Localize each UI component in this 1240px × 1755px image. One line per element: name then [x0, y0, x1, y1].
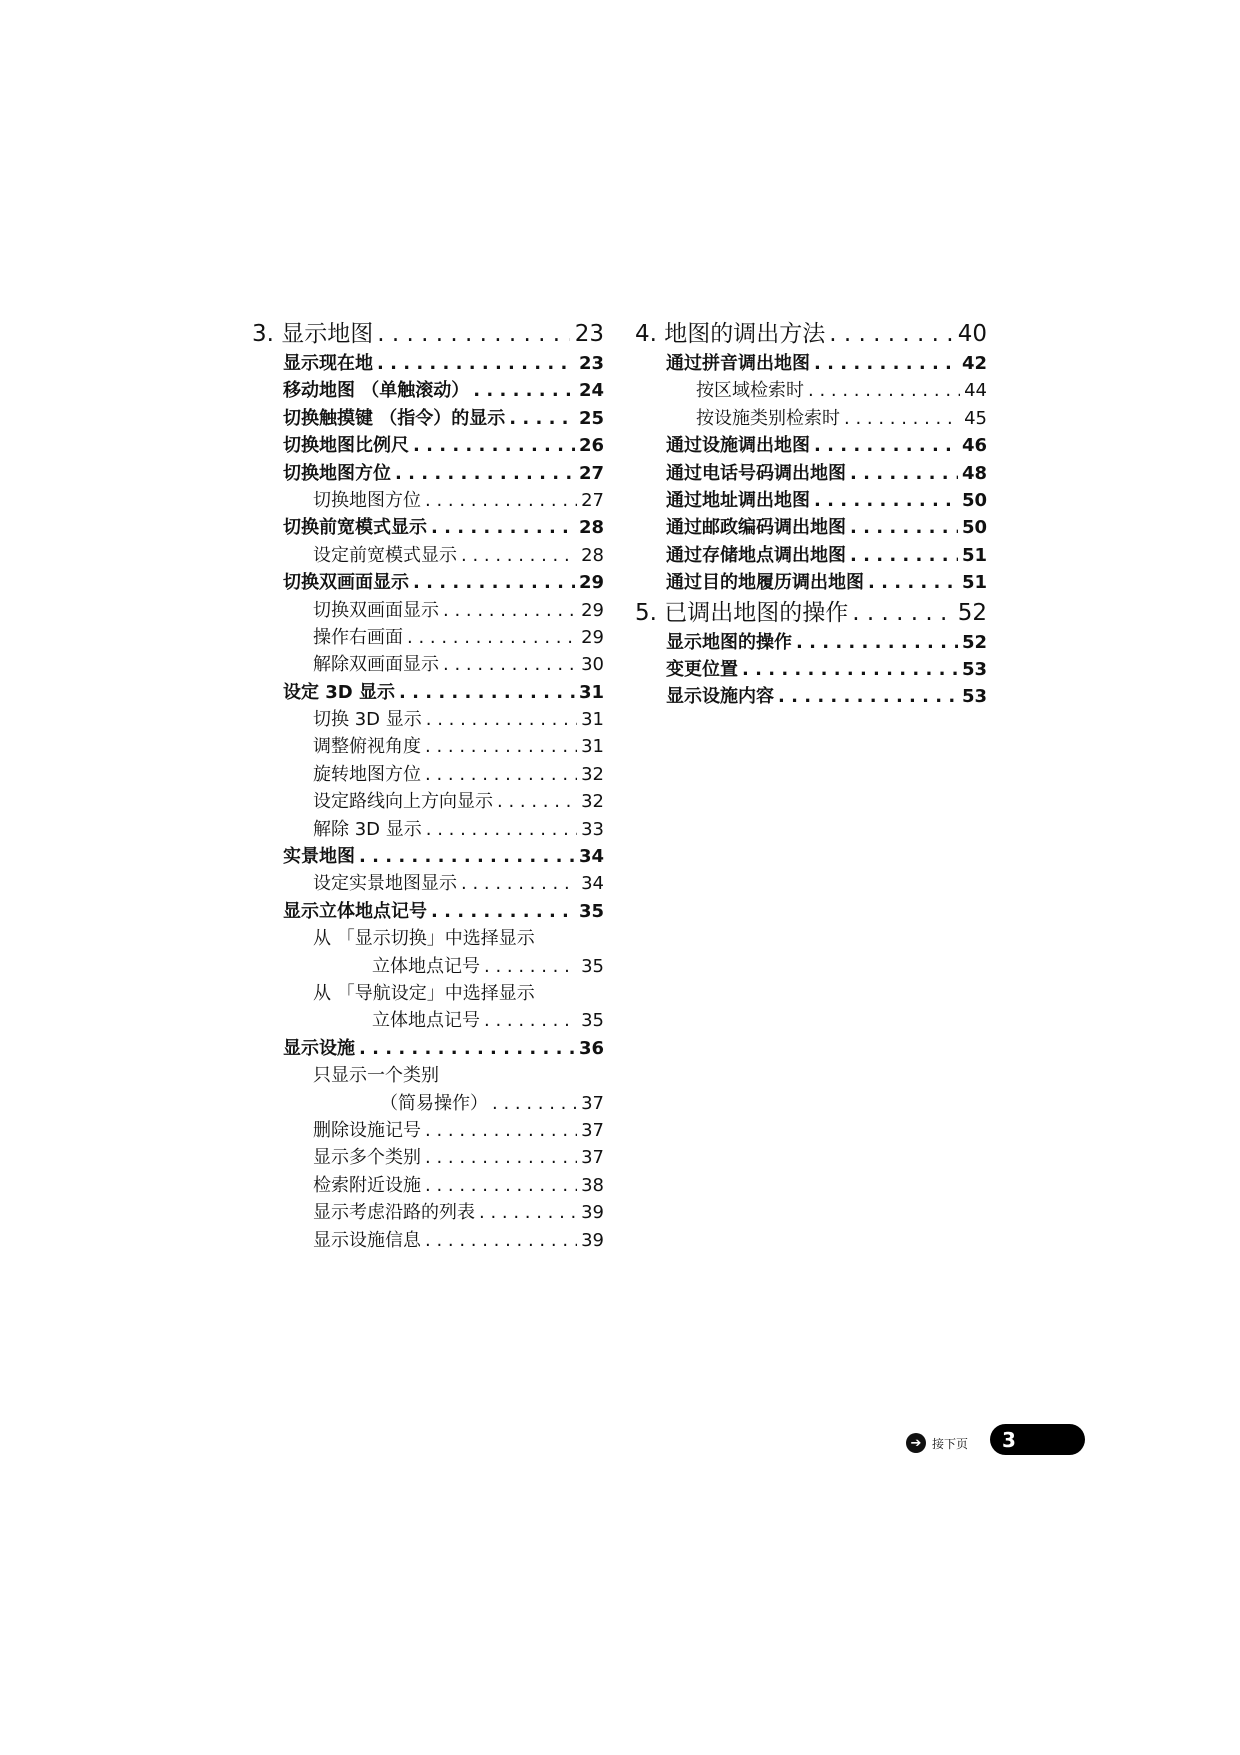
toc-entry[interactable]: [252, 624, 604, 651]
dot-leader: [359, 1035, 575, 1062]
toc-entry[interactable]: [252, 350, 604, 377]
entry-title: 显示现在地: [283, 353, 373, 374]
dot-leader: [425, 733, 577, 760]
toc-entry[interactable]: [252, 597, 604, 624]
toc-entry[interactable]: [252, 1007, 604, 1034]
dot-leader: [808, 377, 960, 404]
dot-leader: [461, 542, 577, 569]
page-ref: 23: [578, 353, 604, 374]
page-ref: 34: [581, 873, 604, 895]
dot-leader: [844, 405, 960, 432]
dot-leader: [868, 569, 958, 596]
toc-entry[interactable]: [635, 377, 987, 404]
dot-leader: [431, 898, 575, 925]
toc-entries: [252, 350, 604, 925]
toc-left-column: [252, 318, 604, 1254]
toc-entry[interactable]: [252, 1227, 604, 1254]
entry-title: 通过设施调出地图: [666, 435, 810, 457]
dot-leader: [426, 706, 577, 733]
dot-leader: [850, 514, 958, 541]
page-ref: 44: [964, 380, 987, 402]
dot-leader: [796, 629, 958, 656]
page-ref: 45: [964, 407, 987, 429]
chapter-title: 3. 显示地图: [252, 321, 374, 347]
page-ref: 39: [581, 1229, 604, 1251]
page-ref: 39: [581, 1202, 604, 1224]
entry-title: 通过目的地履历调出地图: [666, 572, 864, 594]
dot-leader: [395, 460, 575, 487]
dot-leader: [407, 624, 577, 651]
entry-title: 显示考虑沿路的列表: [313, 1202, 475, 1224]
entry-title: 按设施类别检索时: [696, 407, 840, 429]
dot-leader: [425, 487, 577, 514]
entry-title: 切换双画面显示: [313, 599, 439, 621]
entry-title: 切换触摸键 （指令）的显示: [283, 407, 506, 429]
entry-title: 立体地点记号: [372, 955, 480, 977]
entry-title: 旋转地图方位: [313, 763, 421, 785]
dot-leader: [425, 1117, 577, 1144]
page-ref: 27: [581, 489, 604, 511]
page-ref: 53: [961, 686, 987, 708]
entry-title: 通过地址调出地图: [666, 489, 810, 511]
dot-leader: [742, 656, 958, 683]
entry-title: 设定 3D 显示: [283, 681, 395, 703]
page-ref: 38: [581, 1174, 604, 1196]
arrow-right-circle-icon: ➔: [906, 1433, 926, 1453]
dot-leader: [778, 683, 958, 710]
dot-leader: [425, 1227, 577, 1254]
page-ref: 53: [961, 658, 987, 680]
dot-leader: [425, 1172, 577, 1199]
dot-leader: [431, 514, 575, 541]
page-ref: 30: [581, 654, 604, 676]
toc-entry[interactable]: [252, 542, 604, 569]
toc-entry[interactable]: [252, 460, 604, 487]
chapter-title: 4. 地图的调出方法: [635, 321, 826, 347]
page-ref: 52: [961, 631, 987, 653]
entry-title: 立体地点记号: [372, 1010, 480, 1032]
next-page-link[interactable]: [906, 1433, 968, 1453]
dot-leader: [461, 870, 577, 897]
toc-entry[interactable]: [635, 569, 987, 596]
dot-leader: [850, 460, 958, 487]
entry-title: 显示设施: [283, 1037, 355, 1059]
page-number: 3: [1002, 1427, 1016, 1452]
entry-title: 切换双画面显示: [283, 572, 409, 594]
toc-entry[interactable]: [252, 405, 604, 432]
entry-line: 只显示一个类别: [313, 1065, 439, 1087]
page-ref: 37: [581, 1092, 604, 1114]
page-ref: 29: [581, 626, 604, 648]
dot-leader: [443, 651, 577, 678]
entry-line: 从 「显示切换」中选择显示: [313, 928, 535, 950]
page-ref: 34: [578, 846, 604, 868]
page-ref: 31: [581, 736, 604, 758]
entry-title: 通过邮政编码调出地图: [666, 517, 846, 539]
toc-entry[interactable]: [252, 1035, 604, 1062]
toc-entry[interactable]: [252, 788, 604, 815]
entry-title: 切换地图方位: [313, 489, 421, 511]
toc-entry[interactable]: [252, 1117, 604, 1144]
toc-entries: [635, 629, 987, 711]
entry-title: 变更位置: [666, 658, 738, 680]
toc-entry[interactable]: [635, 460, 987, 487]
dot-leader: [425, 1144, 577, 1171]
entry-title: 通过拼音调出地图: [666, 353, 810, 374]
entry-title: 设定前宽模式显示: [313, 544, 457, 566]
page-ref: 48: [961, 462, 987, 484]
entry-title: 切换地图方位: [283, 462, 391, 484]
entry-title: 显示多个类别: [313, 1147, 421, 1169]
page-ref: 32: [581, 791, 604, 813]
dot-leader: [443, 597, 577, 624]
entry-title: 移动地图 （单触滚动）: [283, 380, 470, 402]
page-ref: 28: [578, 517, 604, 539]
page-ref: 35: [581, 955, 604, 977]
dot-leader: [399, 679, 575, 706]
page-ref: 29: [578, 572, 604, 594]
toc-entry[interactable]: [635, 432, 987, 459]
dot-leader: [814, 432, 958, 459]
toc-entries: [635, 350, 987, 597]
dot-leader: [377, 350, 575, 377]
entry-title: 调整俯视角度: [313, 736, 421, 758]
entry-title: 设定路线向上方向显示: [313, 791, 493, 813]
entry-title: （简易操作）: [380, 1092, 488, 1114]
chapter-title: 5. 已调出地图的操作: [635, 599, 849, 626]
page-ref: 50: [961, 489, 987, 511]
toc-entries: [252, 1117, 604, 1254]
page-ref: 50: [961, 517, 987, 539]
entry-title: 通过存储地点调出地图: [666, 544, 846, 566]
page-ref: 25: [578, 407, 604, 429]
dot-leader: [492, 1090, 577, 1117]
toc-entry[interactable]: [252, 432, 604, 459]
page-ref: 31: [581, 709, 604, 731]
dot-leader: [413, 569, 575, 596]
toc-entry[interactable]: [252, 514, 604, 541]
dot-leader: [359, 843, 575, 870]
dot-leader: [852, 597, 953, 629]
entry-title: 解除 3D 显示: [313, 818, 422, 840]
entry-title: 操作右画面: [313, 626, 403, 648]
page-ref: 26: [578, 435, 604, 457]
entry-title: 显示设施信息: [313, 1229, 421, 1251]
toc-entry[interactable]: [252, 1199, 604, 1226]
dot-leader: [479, 1199, 577, 1226]
toc-chapter-5[interactable]: [635, 597, 987, 629]
toc-right-column: [635, 318, 987, 711]
entry-title: 切换 3D 显示: [313, 709, 422, 731]
dot-leader: [426, 816, 577, 843]
page-ref: 35: [581, 1010, 604, 1032]
dot-leader: [473, 377, 575, 404]
toc-entry[interactable]: [252, 651, 604, 678]
page-ref: 28: [581, 544, 604, 566]
dot-leader: [814, 350, 958, 377]
toc-entry[interactable]: [635, 405, 987, 432]
toc-entry[interactable]: [635, 656, 987, 683]
toc-entry[interactable]: [252, 679, 604, 706]
toc-entry[interactable]: [252, 487, 604, 514]
page-ref: 31: [578, 681, 604, 703]
entry-title: 切换前宽模式显示: [283, 517, 427, 539]
toc-entry[interactable]: [635, 350, 987, 377]
entry-title: 实景地图: [283, 846, 355, 868]
page-number-tab: [990, 1424, 1085, 1455]
page-ref: 29: [581, 599, 604, 621]
entry-line: 从 「导航设定」中选择显示: [313, 982, 535, 1004]
toc-entry[interactable]: [252, 377, 604, 404]
entry-title: 删除设施记号: [313, 1119, 421, 1141]
next-page-label: 接下页: [932, 1436, 969, 1451]
page-ref: 27: [578, 462, 604, 484]
toc-entry[interactable]: [252, 761, 604, 788]
entry-title: 显示立体地点记号: [283, 900, 427, 922]
page-ref: 36: [578, 1037, 604, 1059]
dot-leader: [814, 487, 958, 514]
toc-entry[interactable]: [252, 870, 604, 897]
dot-leader: [377, 318, 570, 350]
page-ref: 40: [957, 321, 987, 347]
page-ref: 24: [578, 380, 604, 402]
page-ref: 42: [961, 353, 987, 374]
toc-entry[interactable]: [252, 816, 604, 843]
toc-entry[interactable]: [252, 843, 604, 870]
toc-chapter-3[interactable]: [252, 318, 604, 350]
entry-title: 解除双画面显示: [313, 654, 439, 676]
entry-title: 按区域检索时: [696, 380, 804, 402]
page-ref: 32: [581, 763, 604, 785]
entry-title: 切换地图比例尺: [283, 435, 409, 457]
entry-title: 通过电话号码调出地图: [666, 462, 846, 484]
toc-entry[interactable]: [252, 1172, 604, 1199]
toc-entry[interactable]: [635, 629, 987, 656]
toc-entry[interactable]: [635, 683, 987, 710]
toc-entry[interactable]: [635, 542, 987, 569]
dot-leader: [484, 953, 577, 980]
page-ref: 51: [961, 544, 987, 566]
dot-leader: [829, 318, 953, 350]
dot-leader: [484, 1007, 577, 1034]
toc-entry[interactable]: [252, 733, 604, 760]
dot-leader: [850, 542, 958, 569]
dot-leader: [509, 405, 575, 432]
entry-title: 检索附近设施: [313, 1174, 421, 1196]
page-ref: 35: [578, 900, 604, 922]
page-ref: 37: [581, 1147, 604, 1169]
dot-leader: [497, 788, 577, 815]
entry-title: 设定实景地图显示: [313, 873, 457, 895]
page-ref: 51: [961, 572, 987, 594]
toc-entry[interactable]: [252, 1090, 604, 1117]
page-ref: 52: [957, 599, 987, 626]
toc-chapter-4[interactable]: [635, 318, 987, 350]
toc-entry[interactable]: [252, 569, 604, 596]
page-ref: 23: [574, 321, 604, 347]
toc-entry[interactable]: [252, 706, 604, 733]
toc-entry[interactable]: [252, 898, 604, 925]
page-ref: 37: [581, 1119, 604, 1141]
entry-title: 显示地图的操作: [666, 631, 792, 653]
dot-leader: [425, 761, 577, 788]
toc-entry[interactable]: [252, 953, 604, 980]
page-ref: 46: [961, 435, 987, 457]
toc-entry[interactable]: [635, 514, 987, 541]
entry-title: 显示设施内容: [666, 686, 774, 708]
dot-leader: [413, 432, 575, 459]
toc-entry[interactable]: [635, 487, 987, 514]
page-ref: 33: [581, 818, 604, 840]
toc-entry[interactable]: [252, 1144, 604, 1171]
